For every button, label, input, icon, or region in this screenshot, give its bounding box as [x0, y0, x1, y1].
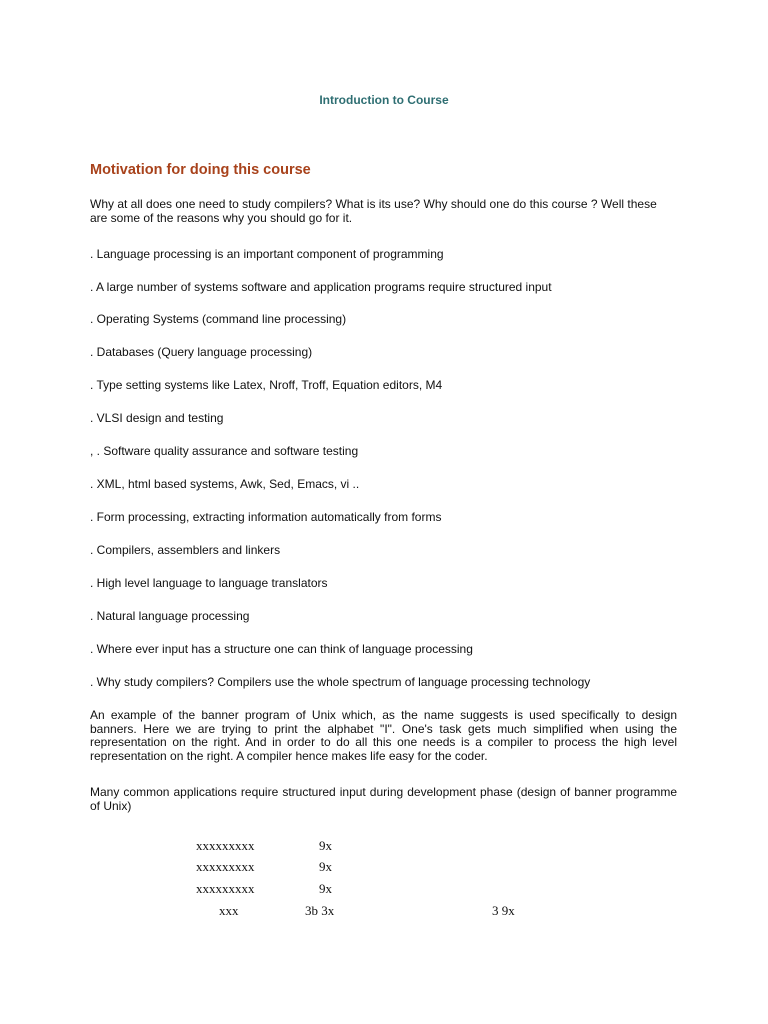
list-item: . Operating Systems (command line processing) — [90, 312, 347, 326]
banner-pattern: xxxxxxxxx — [196, 881, 255, 896]
banner-pattern: xxx — [219, 903, 239, 918]
intro-paragraph: Why at all does one need to study compilers? What is its use? Why should one do this course ? Well these are some of the reasons why you should go for it. — [90, 197, 657, 225]
list-item: , . Software quality assurance and software testing — [90, 444, 359, 458]
banner-code: 9x — [319, 859, 332, 874]
banner-paragraph: An example of the banner program of Unix which, as the name suggests is used specifically to design banners. Here we are trying to print the alphabet "I". One's task gets much simplified when using the representation on the right. And in order to do all this one needs is a compiler to process the high level representation on the right. A compiler hence makes life easy for the coder. — [90, 708, 677, 764]
list-item: . XML, html based systems, Awk, Sed, Emacs, vi .. — [90, 477, 360, 491]
banner-code: 3b 3x — [305, 903, 335, 918]
banner-pattern: xxxxxxxxx — [196, 859, 255, 874]
banner-pattern: xxxxxxxxx — [196, 838, 255, 853]
list-item: . A large number of systems software and application programs require structured input — [90, 280, 552, 294]
banner-code: 9x — [319, 838, 332, 853]
list-item: . Why study compilers? Compilers use the whole spectrum of language processing technology — [90, 675, 591, 689]
page-title: Introduction to Course — [319, 93, 449, 107]
banner-extra: 3 9x — [492, 903, 515, 918]
banner-code: 9x — [319, 881, 332, 896]
list-item: . High level language to language translators — [90, 576, 328, 590]
list-item: . Where ever input has a structure one can think of language processing — [90, 642, 473, 656]
list-item: . Form processing, extracting information automatically from forms — [90, 510, 442, 524]
list-item: . Language processing is an important component of programming — [90, 247, 444, 261]
list-item: . Type setting systems like Latex, Nroff, Troff, Equation editors, M4 — [90, 378, 443, 392]
applications-paragraph: Many common applications require structured input during development phase (design of banner programme of Unix) — [90, 785, 677, 813]
list-item: . Natural language processing — [90, 609, 250, 623]
list-item: . Databases (Query language processing) — [90, 345, 313, 359]
section-heading: Motivation for doing this course — [90, 162, 311, 178]
list-item: . Compilers, assemblers and linkers — [90, 543, 281, 557]
list-item: . VLSI design and testing — [90, 411, 224, 425]
